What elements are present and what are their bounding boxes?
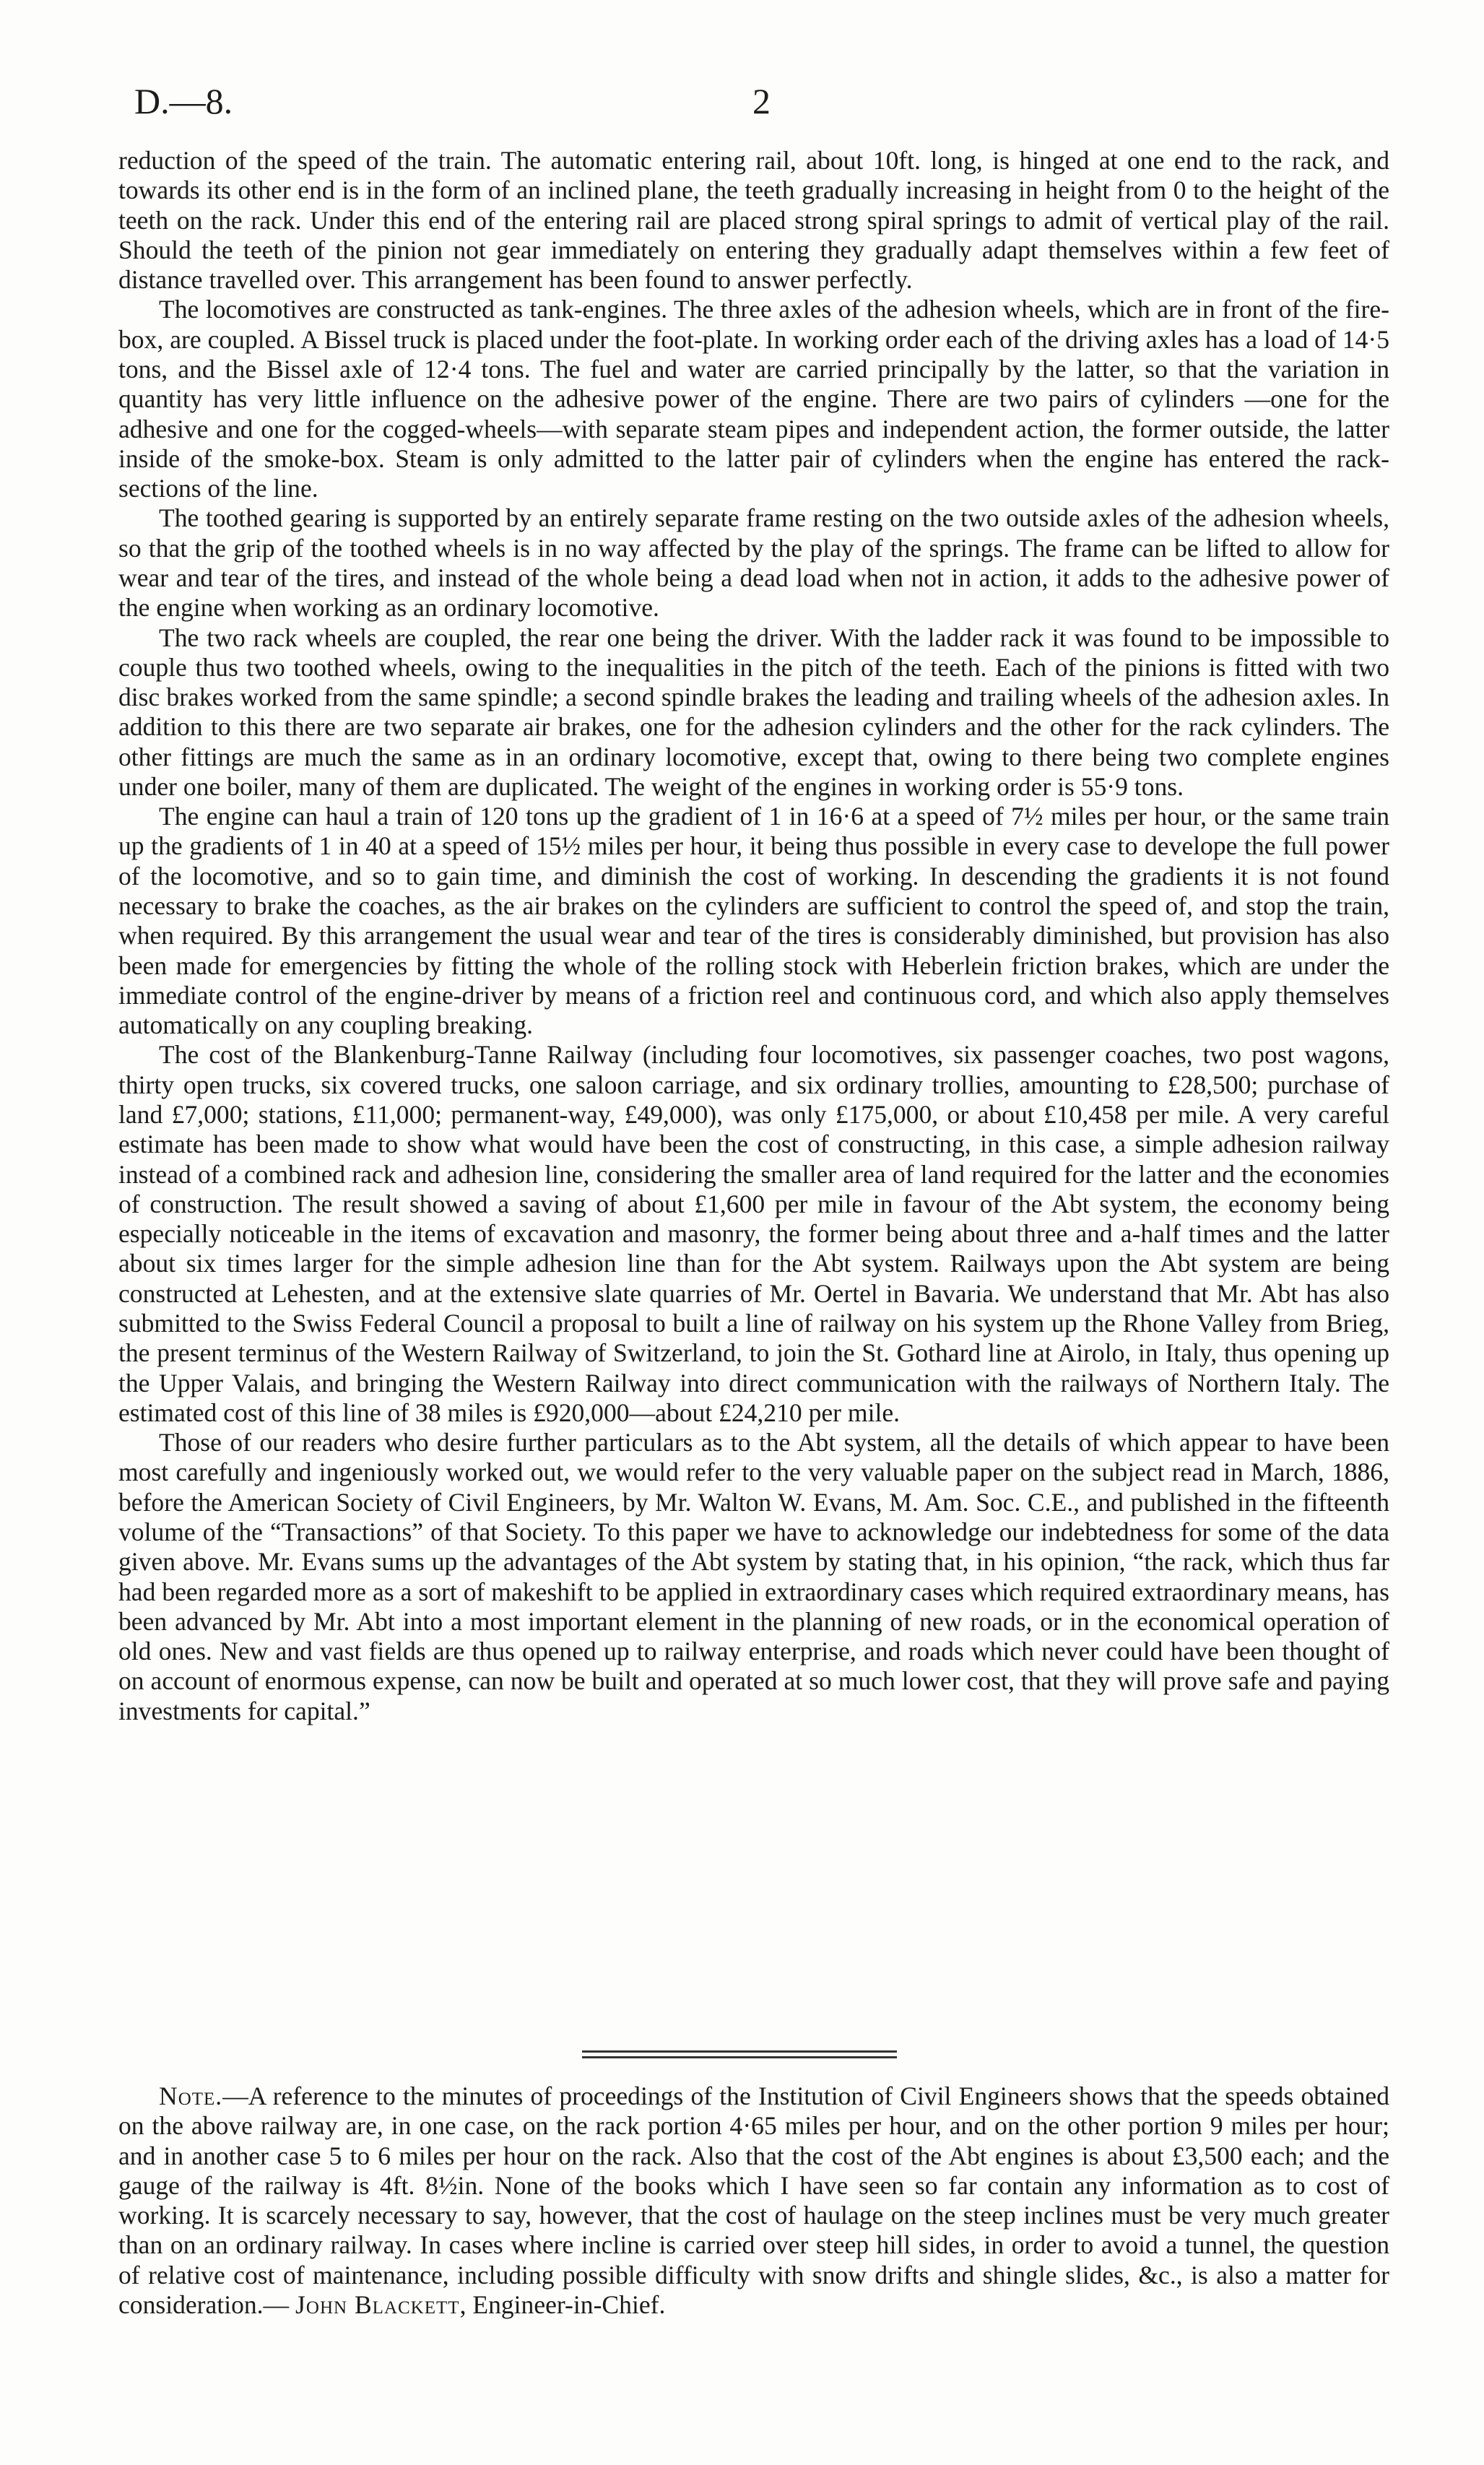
paragraph-cost: The cost of the Blankenburg-Tanne Railway (including four locomotives, six passenger coaches, two post wagons, thirty open trucks, six covered trucks, one saloon carriage, and six ordinary trollies, amounting to £28,500; purchase of land £7,000; stations, £11,000; permanent-way, £49,000), was only £175,000, or about £10,458 per mile. A very careful estimate has been made to show what would have been the cost of constructing, in this case, a simple adhesion railway instead of a combined rack and adhesion line, considering the smaller area of land required for the latter and the economies of construction. The result showed a saving of about £1,600 per mile in favour of the Abt system, the economy being especially noticeable in the items of excavation and masonry, the former being about three and a-half times and the latter about six times larger for the simple adhesion line than for the Abt system. Railways upon the Abt system are being constructed at Lehesten, and at the extensive slate quarries of Mr. Oertel in Bavaria. We understand that Mr. Abt has also submitted to the Swiss Federal Council a proposal to built a line of railway on his system up the Rhone Valley from Brieg, the present terminus of the Western Railway of Switzerland, to join the St. Gothard line at Airolo, in Italy, thus opening up the Upper Valais, and bringing the Western Railway into direct communication with the railways of Northern Italy. The estimated cost of this line of 38 miles is £920,000—about £24,210 per mile.: [118, 1040, 1389, 1427]
paragraph-rack-wheels: The two rack wheels are coupled, the rear one being the driver. With the ladder rack it was found to be impossible to couple thus two toothed wheels, owing to the inequalities in the pitch of the teeth. Each of the pinions is fitted with two disc brakes worked from the same spindle; a second spindle brakes the leading and trailing wheels of the adhesion axles. In addition to this there are two separate air brakes, one for the adhesion cylinders and the other for the rack cylinders. The other fittings are much the same as in an ordinary locomotive, except that, owing to there being two complete engines under one boiler, many of them are duplicated. The weight of the engines in working order is 55·9 tons.: [118, 623, 1389, 801]
body-text: [118, 146, 1389, 1726]
note-signature-title: , Engineer-in-Chief.: [459, 2289, 666, 2319]
page-number: 2: [752, 81, 771, 121]
note-signature: John Blackett: [295, 2289, 460, 2319]
note-text: —A reference to the minutes of proceedings of the Institution of Civil Engineers shows that the speeds obtained on the above railway are, in one case, on the rack portion 4·65 miles per hour, and on the other portion 9 miles per hour; and in another case 5 to 6 miles per hour on the rack. Also that the cost of the Abt engines is about £3,500 each; and the gauge of the railway is 4ft. 8½in. None of the books which I have seen so far contain any information as to cost of working. It is scarcely necessary to say, however, that the cost of haulage on the steep inclines must be very much greater than on an ordinary railway. In cases where incline is carried over steep hill sides, in order to avoid a tunnel, the question of relative cost of maintenance, including possible difficulty with snow drifts and shingle slides, &c., is also a matter for consideration.—: [118, 2081, 1389, 2319]
divider-rule-top: [582, 2050, 897, 2053]
paragraph-continuation: reduction of the speed of the train. The automatic entering rail, about 10ft. long, is hinged at one end to the rack, and towards its other end is in the form of an inclined plane, the teeth gradually increasing in height from 0 to the height of the teeth on the rack. Under this end of the entering rail are placed strong spiral springs to admit of vertical play of the rail. Should the teeth of the pinion not gear immediately on entering they gradually adapt themselves within a few feet of distance travelled over. This arrangement has been found to answer perfectly.: [118, 146, 1389, 295]
note-paragraph: [118, 2081, 1389, 2320]
note-lead: Note.: [159, 2081, 223, 2110]
paragraph-engine-haul: The engine can haul a train of 120 tons up the gradient of 1 in 16·6 at a speed of 7½ miles per hour, or the same train up the gradients of 1 in 40 at a speed of 15½ miles per hour, it being thus possible in every case to develope the full power of the locomotive, and so to gain time, and diminish the cost of working. In descending the gradients it is not found necessary to brake the coaches, as the air brakes on the cylinders are sufficient to control the speed of, and stop the train, when required. By this arrangement the usual wear and tear of the tires is considerably diminished, but provision has also been made for emergencies by fitting the whole of the rolling stock with Heberlein friction brakes, which are under the immediate control of the engine-driver by means of a friction reel and continuous cord, and which also apply themselves automatically on any coupling breaking.: [118, 802, 1389, 1040]
document-reference: D.—8.: [134, 81, 233, 121]
divider-rule-bottom: [582, 2056, 897, 2058]
note-section: [118, 2081, 1389, 2320]
section-divider: [582, 2050, 897, 2062]
paragraph-locomotives: The locomotives are constructed as tank-engines. The three axles of the adhesion wheels, which are in front of the fire-box, are coupled. A Bissel truck is placed under the foot-plate. In working order each of the driving axles has a load of 14·5 tons, and the Bissel axle of 12·4 tons. The fuel and water are carried principally by the latter, so that the variation in quantity has very little influence on the adhesive power of the engine. There are two pairs of cylinders —one for the adhesive and one for the cogged-wheels—with separate steam pipes and independent action, the former outside, the latter inside of the smoke-box. Steam is only admitted to the latter pair of cylinders when the engine has entered the rack-sections of the line.: [118, 295, 1389, 503]
paragraph-toothed-gearing: The toothed gearing is supported by an entirely separate frame resting on the two outside axles of the adhesion wheels, so that the grip of the toothed wheels is in no way affected by the play of the springs. The frame can be lifted to allow for wear and tear of the tires, and instead of the whole being a dead load when not in action, it adds to the adhesive power of the engine when working as an ordinary locomotive.: [118, 503, 1389, 623]
paragraph-readers: Those of our readers who desire further particulars as to the Abt system, all the details of which appear to have been most carefully and ingeniously worked out, we would refer to the very valuable paper on the subject read in March, 1886, before the American Society of Civil Engineers, by Mr. Walton W. Evans, M. Am. Soc. C.E., and published in the fifteenth volume of the “Transactions” of that Society. To this paper we have to acknowledge our indebtedness for some of the data given above. Mr. Evans sums up the advantages of the Abt system by stating that, in his opinion, “the rack, which thus far had been regarded more as a sort of makeshift to be applied in extraordinary cases which required extraordinary means, has been advanced by Mr. Abt into a most important element in the planning of new roads, or in the economical operation of old ones. New and vast fields are thus opened up to railway enterprise, and roads which never could have been thought of on account of enormous expense, can now be built and operated at so much lower cost, that they will prove safe and paying investments for capital.”: [118, 1428, 1389, 1725]
